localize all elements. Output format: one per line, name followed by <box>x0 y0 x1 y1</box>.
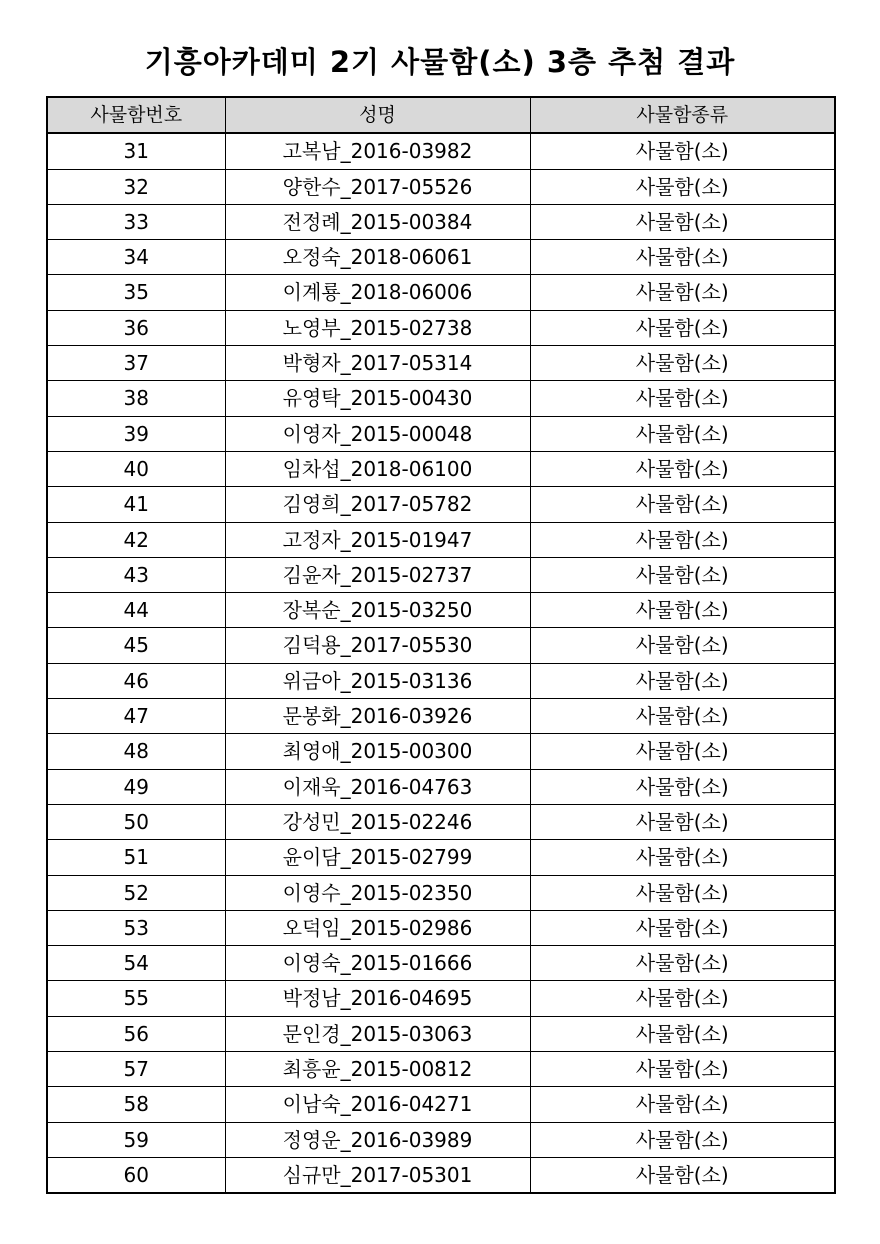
locker-type-cell: 사물함(소) <box>530 699 835 734</box>
locker-type-cell: 사물함(소) <box>530 381 835 416</box>
name-cell: 문인경_2015-03063 <box>225 1016 530 1051</box>
name-cell: 박형자_2017-05314 <box>225 346 530 381</box>
table-row <box>47 734 835 769</box>
locker-type-cell: 사물함(소) <box>530 451 835 486</box>
locker-type-cell: 사물함(소) <box>530 133 835 169</box>
locker-number-cell: 56 <box>47 1016 225 1051</box>
locker-type-cell: 사물함(소) <box>530 557 835 592</box>
name-cell: 심규만_2017-05301 <box>225 1157 530 1193</box>
name-cell: 양한수_2017-05526 <box>225 169 530 204</box>
name-cell: 위금아_2015-03136 <box>225 663 530 698</box>
locker-assignment-table <box>46 96 836 1194</box>
locker-type-cell: 사물함(소) <box>530 1087 835 1122</box>
page-title: 기흥아카데미 2기 사물함(소) 3층 추첨 결과 <box>144 45 736 79</box>
locker-number-cell: 31 <box>47 133 225 169</box>
name-cell: 유영탁_2015-00430 <box>225 381 530 416</box>
name-cell: 김윤자_2015-02737 <box>225 557 530 592</box>
name-cell: 고복남_2016-03982 <box>225 133 530 169</box>
table-row <box>47 1157 835 1193</box>
table-row <box>47 628 835 663</box>
locker-number-cell: 51 <box>47 840 225 875</box>
name-cell: 문봉화_2016-03926 <box>225 699 530 734</box>
locker-number-cell: 39 <box>47 416 225 451</box>
locker-number-cell: 45 <box>47 628 225 663</box>
table-row <box>47 769 835 804</box>
locker-number-cell: 47 <box>47 699 225 734</box>
name-cell: 이재욱_2016-04763 <box>225 769 530 804</box>
locker-number-cell: 49 <box>47 769 225 804</box>
table-row <box>47 1016 835 1051</box>
locker-type-cell: 사물함(소) <box>530 1016 835 1051</box>
table-row <box>47 381 835 416</box>
table-body <box>47 133 835 1193</box>
table-row <box>47 875 835 910</box>
name-cell: 노영부_2015-02738 <box>225 310 530 345</box>
locker-type-cell: 사물함(소) <box>530 910 835 945</box>
locker-number-cell: 38 <box>47 381 225 416</box>
table-row <box>47 487 835 522</box>
locker-number-cell: 37 <box>47 346 225 381</box>
locker-type-cell: 사물함(소) <box>530 310 835 345</box>
table-row <box>47 910 835 945</box>
column-header-locker-number: 사물함번호 <box>47 97 225 133</box>
locker-type-cell: 사물함(소) <box>530 204 835 239</box>
locker-type-cell: 사물함(소) <box>530 1157 835 1193</box>
table-row <box>47 946 835 981</box>
table-row <box>47 240 835 275</box>
table-row <box>47 1052 835 1087</box>
table-header-row <box>47 97 835 133</box>
table-row <box>47 522 835 557</box>
locker-type-cell: 사물함(소) <box>530 1122 835 1157</box>
table-row <box>47 1122 835 1157</box>
table-row <box>47 1087 835 1122</box>
column-header-locker-type: 사물함종류 <box>530 97 835 133</box>
name-cell: 이영숙_2015-01666 <box>225 946 530 981</box>
table-row <box>47 204 835 239</box>
locker-type-cell: 사물함(소) <box>530 734 835 769</box>
name-cell: 정영운_2016-03989 <box>225 1122 530 1157</box>
name-cell: 김덕용_2017-05530 <box>225 628 530 663</box>
table-row <box>47 663 835 698</box>
locker-type-cell: 사물함(소) <box>530 240 835 275</box>
locker-type-cell: 사물함(소) <box>530 593 835 628</box>
name-cell: 최영애_2015-00300 <box>225 734 530 769</box>
table-row <box>47 804 835 839</box>
name-cell: 강성민_2015-02246 <box>225 804 530 839</box>
table-row <box>47 346 835 381</box>
name-cell: 장복순_2015-03250 <box>225 593 530 628</box>
locker-number-cell: 35 <box>47 275 225 310</box>
locker-number-cell: 40 <box>47 451 225 486</box>
name-cell: 이남숙_2016-04271 <box>225 1087 530 1122</box>
name-cell: 오덕임_2015-02986 <box>225 910 530 945</box>
locker-type-cell: 사물함(소) <box>530 522 835 557</box>
table-row <box>47 699 835 734</box>
locker-type-cell: 사물함(소) <box>530 169 835 204</box>
locker-number-cell: 60 <box>47 1157 225 1193</box>
name-cell: 고정자_2015-01947 <box>225 522 530 557</box>
name-cell: 이영수_2015-02350 <box>225 875 530 910</box>
locker-type-cell: 사물함(소) <box>530 663 835 698</box>
name-cell: 박정남_2016-04695 <box>225 981 530 1016</box>
name-cell: 오정숙_2018-06061 <box>225 240 530 275</box>
name-cell: 임차섭_2018-06100 <box>225 451 530 486</box>
table-row <box>47 416 835 451</box>
locker-type-cell: 사물함(소) <box>530 628 835 663</box>
locker-number-cell: 53 <box>47 910 225 945</box>
locker-number-cell: 46 <box>47 663 225 698</box>
locker-number-cell: 33 <box>47 204 225 239</box>
name-cell: 윤이담_2015-02799 <box>225 840 530 875</box>
locker-type-cell: 사물함(소) <box>530 946 835 981</box>
locker-number-cell: 50 <box>47 804 225 839</box>
locker-number-cell: 54 <box>47 946 225 981</box>
table-row <box>47 133 835 169</box>
locker-type-cell: 사물함(소) <box>530 416 835 451</box>
locker-number-cell: 59 <box>47 1122 225 1157</box>
table-row <box>47 451 835 486</box>
locker-number-cell: 32 <box>47 169 225 204</box>
locker-number-cell: 34 <box>47 240 225 275</box>
column-header-name: 성명 <box>225 97 530 133</box>
locker-type-cell: 사물함(소) <box>530 346 835 381</box>
locker-number-cell: 42 <box>47 522 225 557</box>
name-cell: 이계룡_2018-06006 <box>225 275 530 310</box>
table-row <box>47 169 835 204</box>
locker-number-cell: 52 <box>47 875 225 910</box>
locker-type-cell: 사물함(소) <box>530 1052 835 1087</box>
locker-type-cell: 사물함(소) <box>530 840 835 875</box>
table-row <box>47 981 835 1016</box>
locker-type-cell: 사물함(소) <box>530 804 835 839</box>
locker-number-cell: 41 <box>47 487 225 522</box>
name-cell: 이영자_2015-00048 <box>225 416 530 451</box>
locker-number-cell: 36 <box>47 310 225 345</box>
locker-type-cell: 사물함(소) <box>530 275 835 310</box>
table-row <box>47 310 835 345</box>
name-cell: 김영희_2017-05782 <box>225 487 530 522</box>
table-row <box>47 557 835 592</box>
table-row <box>47 275 835 310</box>
locker-type-cell: 사물함(소) <box>530 981 835 1016</box>
locker-number-cell: 43 <box>47 557 225 592</box>
locker-number-cell: 58 <box>47 1087 225 1122</box>
locker-number-cell: 55 <box>47 981 225 1016</box>
table-row <box>47 593 835 628</box>
locker-type-cell: 사물함(소) <box>530 875 835 910</box>
table-row <box>47 840 835 875</box>
locker-type-cell: 사물함(소) <box>530 769 835 804</box>
locker-type-cell: 사물함(소) <box>530 487 835 522</box>
locker-number-cell: 44 <box>47 593 225 628</box>
locker-number-cell: 57 <box>47 1052 225 1087</box>
name-cell: 전정례_2015-00384 <box>225 204 530 239</box>
name-cell: 최흥윤_2015-00812 <box>225 1052 530 1087</box>
locker-number-cell: 48 <box>47 734 225 769</box>
